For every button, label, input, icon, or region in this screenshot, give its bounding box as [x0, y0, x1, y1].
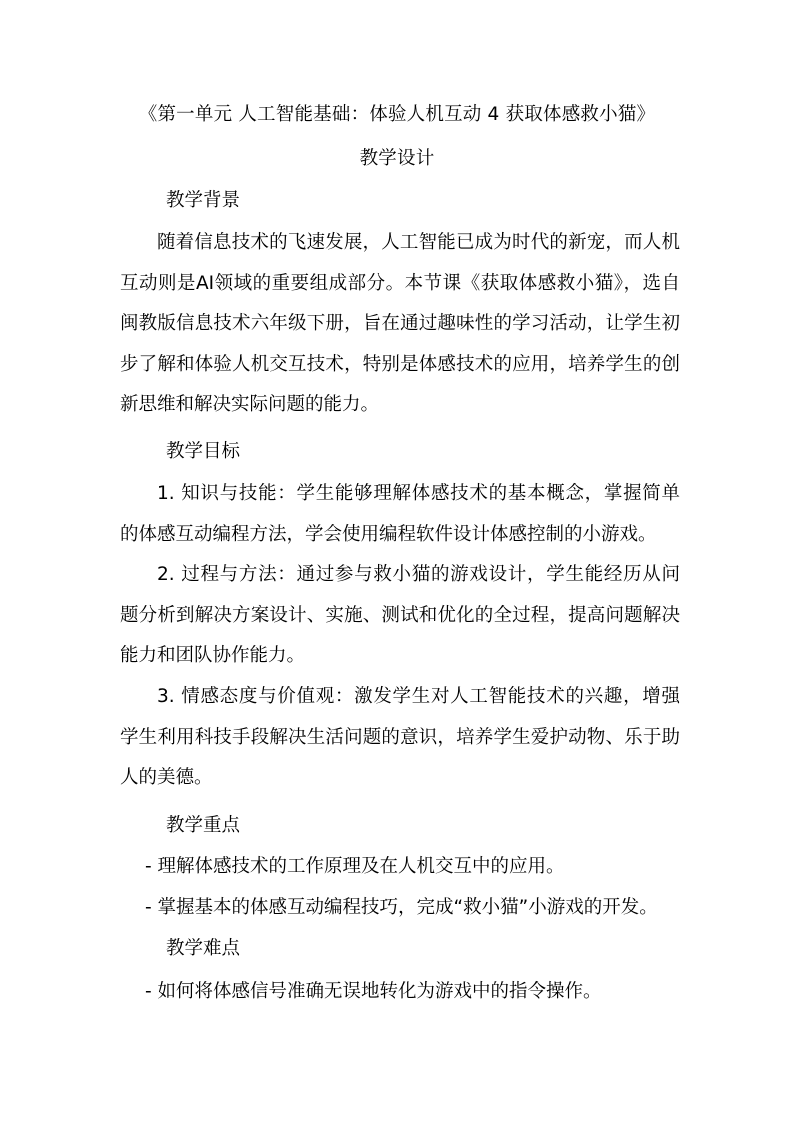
- key-point-item: - 理解体感技术的工作原理及在人机交互中的应用。: [145, 856, 565, 877]
- section-heading-background: 教学背景: [166, 190, 241, 211]
- section-heading-key-points: 教学重点: [166, 815, 241, 836]
- objective-item: 2. 过程与方法：通过参与救小猫的游戏设计，学生能经历从问题分析到解决方案设计、实施、测试和优化的全过程，提高问题解决能力和团队协作能力。: [120, 564, 680, 666]
- objective-item: 1. 知识与技能：学生能够理解体感技术的基本概念，掌握简单的体感互动编程方法，学会使用编程软件设计体感控制的小游戏。: [120, 483, 680, 545]
- difficulty-item: - 如何将体感信号准确无误地转化为游戏中的指令操作。: [145, 981, 602, 1002]
- key-point-item: - 掌握基本的体感互动编程技巧，完成“救小猫”小游戏的开发。: [145, 897, 658, 918]
- background-paragraph: 随着信息技术的飞速发展，人工智能已成为时代的新宠，而人机互动则是AI领域的重要组成部分。本节课《获取体感救小猫》，选自闽教版信息技术六年级下册，旨在通过趣味性的学习活动，让学生初步了解和体验人机交互技术，特别是体感技术的应用，培养学生的创新思维和解决实际问题的能力。: [120, 232, 680, 415]
- section-heading-objectives: 教学目标: [166, 441, 241, 462]
- section-heading-difficulties: 教学难点: [166, 938, 241, 959]
- document-subtitle: 教学设计: [359, 148, 435, 169]
- document-title: 《第一单元 人工智能基础：体验人机互动 4 获取体感救小猫》: [138, 104, 656, 125]
- objective-item: 3. 情感态度与价值观：激发学生对人工智能技术的兴趣，增强学生利用科技手段解决生活问题的意识，培养学生爱护动物、乐于助人的美德。: [120, 686, 680, 788]
